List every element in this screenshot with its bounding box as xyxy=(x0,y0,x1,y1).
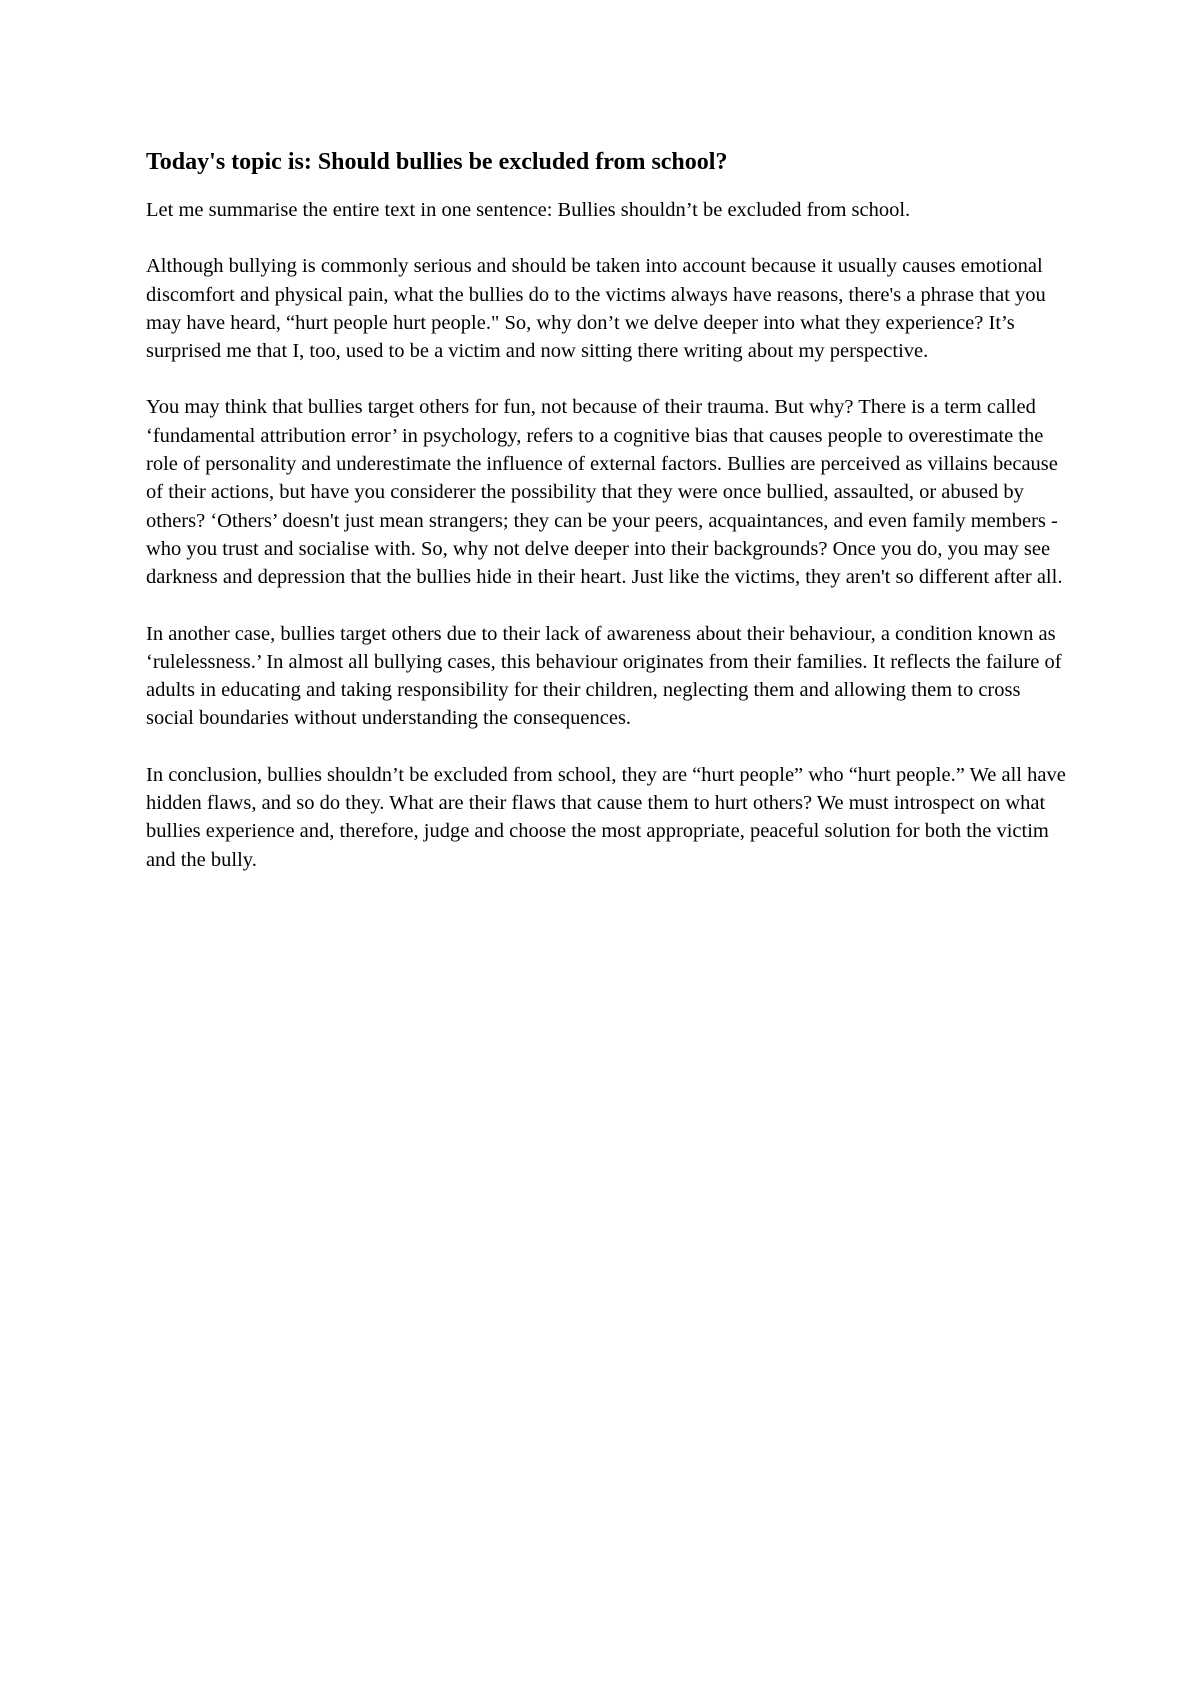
document-title: Today's topic is: Should bullies be excluded from school? xyxy=(146,149,728,175)
rulelessness-paragraph: In another case, bullies target others due to their lack of awareness about their behaviour, a condition known as ‘rulelessness.’ In almost all bullying cases, this behaviour originates from their families. It reflects the failure of adults in educating and taking responsibility for their children, neglecting them and allowing them to cross social boundaries without understanding the consequences. xyxy=(146,622,1062,730)
attribution-error-paragraph: You may think that bullies target others for fun, not because of their trauma. But why? There is a term called ‘fundamental attribution error’ in psychology, refers to a cognitive bias that causes people to overestimate the role of personality and underestimate the influence of external factors. Bullies are perceived as villains because of their actions, but have you considerer the possibility that they were once bullied, assaulted, or abused by others? ‘Others’ doesn't just mean strangers; they can be your peers, acquaintances, and even family members - who you trust and socialise with. So, why not delve deeper into their backgrounds? Once you do, you may see darkness and depression that the bullies hide in their heart. Just like the victims, they aren't so different after all. xyxy=(146,396,1063,589)
document-body xyxy=(146,146,1066,902)
introduction-paragraph: Although bullying is commonly serious and should be taken into account because it usually causes emotional discomfort and physical pain, what the bullies do to the victims always have reasons, there's a phrase that you may have heard, “hurt people hurt people." So, why don’t we delve deeper into what they experience? It’s surprised me that I, too, used to be a victim and now sitting there writing about my perspective. xyxy=(146,255,1046,363)
summary-paragraph: Let me summarise the entire text in one sentence: Bullies shouldn’t be excluded from school. xyxy=(146,199,911,221)
conclusion-paragraph: In conclusion, bullies shouldn’t be excluded from school, they are “hurt people” who “hurt people.” We all have hidden flaws, and so do they. What are their flaws that cause them to hurt others? We must introspect on what bullies experience and, therefore, judge and choose the most appropriate, peaceful solution for both the victim and the bully. xyxy=(146,763,1066,871)
